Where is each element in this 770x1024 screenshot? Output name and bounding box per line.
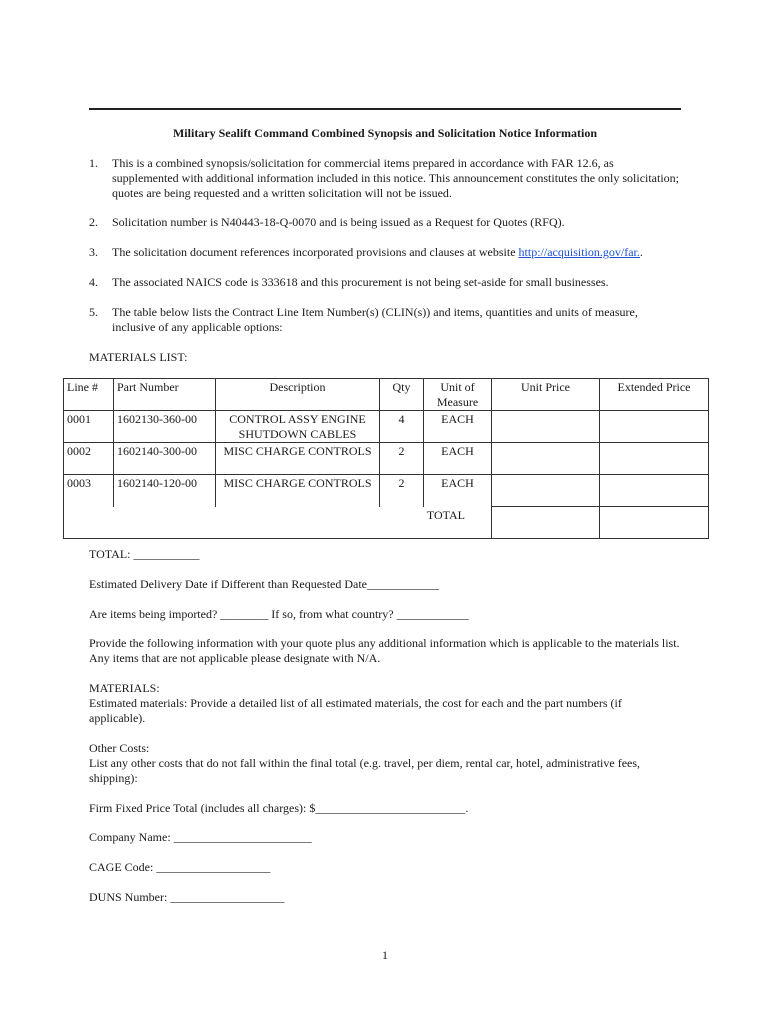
item-text: Solicitation number is N40443-18-Q-0070 and is being issued as a Request for Quotes (RFQ). — [112, 215, 565, 229]
table-total-row — [64, 507, 709, 539]
materials-table — [63, 378, 709, 539]
column-header: Part Number — [114, 379, 216, 411]
item-number: 3. — [89, 245, 98, 259]
part-number-cell: 1602140-120-00 — [114, 475, 216, 507]
column-header: Unit of Measure — [424, 379, 492, 411]
list-item-5 — [89, 305, 681, 335]
item-text: This is a combined synopsis/solicitation for commercial items prepared in accordance with FAR 12.6, as supplemented with additional information included in this notice. This announcement constitutes the only solicitation; quotes are being requested and a written solicitation will not be issued. — [112, 156, 680, 200]
table-header-row — [64, 379, 709, 411]
item-number: 2. — [89, 215, 98, 229]
cage-code-line: CAGE Code: ___________________ — [89, 860, 271, 874]
far-link[interactable]: http://acquisition.gov/far. — [518, 245, 640, 259]
materials-list-heading: MATERIALS LIST: — [89, 350, 188, 364]
description-cell: MISC CHARGE CONTROLS — [216, 475, 380, 507]
item-text: The associated NAICS code is 333618 and this procurement is not being set-aside for small businesses. — [112, 275, 609, 289]
part-number-cell: 1602130-360-00 — [114, 411, 216, 443]
total-line: TOTAL: ___________ — [89, 547, 200, 561]
column-header: Line # — [64, 379, 114, 411]
page-number: 1 — [382, 948, 388, 962]
other-costs-text: List any other costs that do not fall within the final total (e.g. travel, per diem, rental car, hotel, administrative fees, shipping): — [89, 756, 641, 785]
duns-number-line: DUNS Number: ___________________ — [89, 890, 285, 904]
import-line: Are items being imported? ________ If so, from what country? ____________ — [89, 607, 469, 621]
column-header: Description — [216, 379, 380, 411]
firm-fixed-price-line: Firm Fixed Price Total (includes all charges): $_________________________. — [89, 801, 469, 815]
materials-label: MATERIALS: — [89, 681, 160, 695]
materials-text: Estimated materials: Provide a detailed list of all estimated materials, the cost for each and the part numbers (if applicable). — [89, 696, 622, 725]
item-number: 4. — [89, 275, 98, 289]
column-header: Unit Price — [492, 379, 600, 411]
total-extended-price-cell[interactable] — [600, 507, 709, 539]
line-cell: 0001 — [64, 411, 114, 443]
line-cell: 0002 — [64, 443, 114, 475]
header-rule — [89, 108, 681, 110]
part-number-cell: 1602140-300-00 — [114, 443, 216, 475]
list-item-2 — [89, 215, 681, 230]
unit-price-cell[interactable] — [492, 443, 600, 475]
item-number: 5. — [89, 305, 98, 319]
unit-of-measure-cell: EACH — [424, 411, 492, 443]
column-header: Qty — [380, 379, 424, 411]
table-row — [64, 443, 709, 475]
qty-cell: 2 — [380, 443, 424, 475]
unit-of-measure-cell: EACH — [424, 443, 492, 475]
unit-price-cell[interactable] — [492, 411, 600, 443]
total-label-cell: TOTAL — [64, 507, 492, 539]
qty-cell: 4 — [380, 411, 424, 443]
item-text: The table below lists the Contract Line Item Number(s) (CLIN(s)) and items, quantities and units of measure, inclusive of any applicable options: — [112, 305, 638, 334]
total-unit-price-cell[interactable] — [492, 507, 600, 539]
description-cell: MISC CHARGE CONTROLS — [216, 443, 380, 475]
qty-cell: 2 — [380, 475, 424, 507]
description-cell: CONTROL ASSY ENGINE SHUTDOWN CABLES — [216, 411, 380, 443]
extended-price-cell[interactable] — [600, 475, 709, 507]
column-header: Extended Price — [600, 379, 709, 411]
item-text: The solicitation document references incorporated provisions and clauses at website http://acquisition.gov/far.. — [112, 245, 643, 259]
unit-price-cell[interactable] — [492, 475, 600, 507]
other-costs-label: Other Costs: — [89, 741, 150, 755]
extended-price-cell[interactable] — [600, 411, 709, 443]
provide-info-paragraph: Provide the following information with your quote plus any additional information which is applicable to the materials list. Any items that are not applicable please designate with N/A. — [89, 636, 680, 665]
delivery-date-line: Estimated Delivery Date if Different than Requested Date____________ — [89, 577, 440, 591]
table-row — [64, 411, 709, 443]
item-number: 1. — [89, 156, 98, 170]
list-item-4 — [89, 275, 681, 290]
list-item-3 — [89, 245, 681, 260]
other-costs-section — [89, 741, 681, 786]
materials-section — [89, 681, 681, 726]
company-name-line: Company Name: _______________________ — [89, 830, 312, 844]
list-item-1 — [89, 156, 681, 201]
table-row — [64, 475, 709, 507]
line-cell: 0003 — [64, 475, 114, 507]
extended-price-cell[interactable] — [600, 443, 709, 475]
unit-of-measure-cell: EACH — [424, 475, 492, 507]
document-title: Military Sealift Command Combined Synopsis and Solicitation Notice Information — [172, 126, 598, 140]
